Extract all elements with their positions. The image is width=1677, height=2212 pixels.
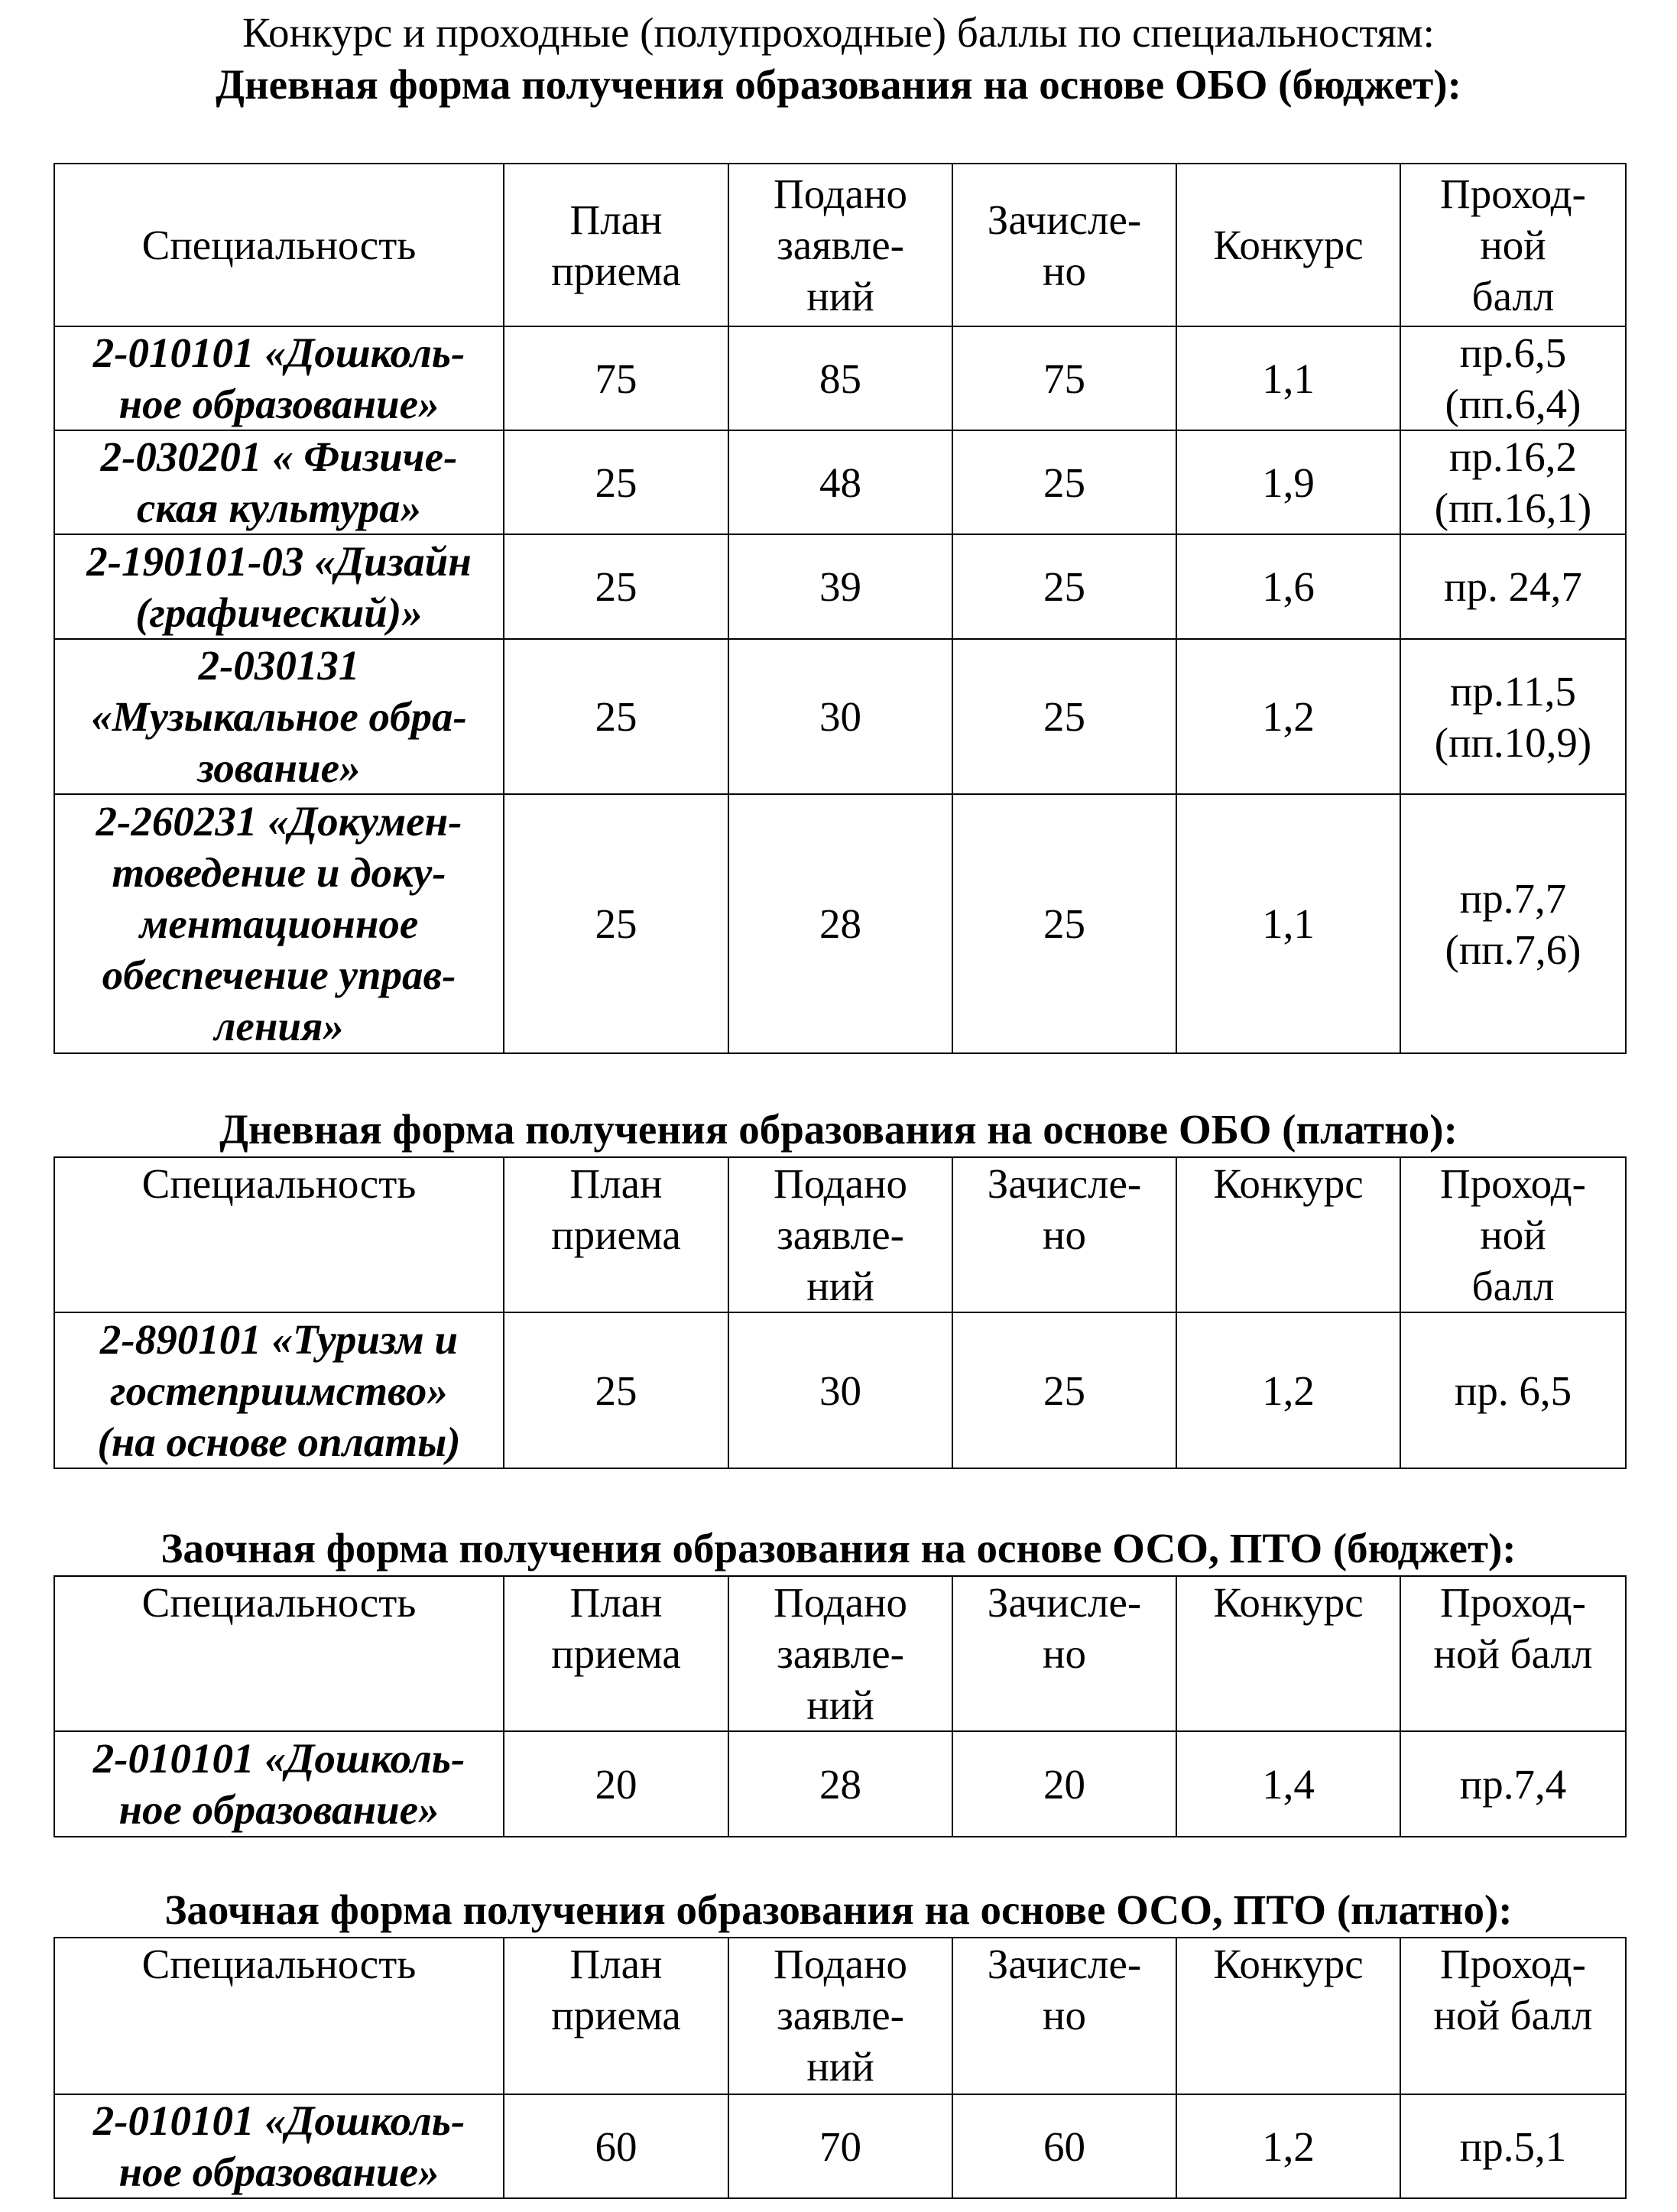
passing-score-cell: пр.11,5 (пп.10,9) <box>1400 639 1626 794</box>
passing-score-cell: пр.7,4 <box>1400 1731 1626 1837</box>
plan-cell: 25 <box>504 794 728 1053</box>
header-submitted: Подано заявле- ний <box>728 1576 952 1731</box>
header-specialty: Специальность <box>54 1576 504 1731</box>
table-day-budget <box>54 163 1627 1054</box>
competition-cell: 1,9 <box>1176 430 1400 534</box>
header-submitted: Подано заявле- ний <box>728 1938 952 2094</box>
plan-cell: 25 <box>504 1312 728 1468</box>
header-passing-score: Проход- ной балл <box>1400 1157 1626 1312</box>
table-row <box>54 794 1626 1053</box>
header-submitted: Подано заявле- ний <box>728 164 952 326</box>
header-plan: План приема <box>504 1938 728 2094</box>
table-header-row <box>54 1938 1626 2094</box>
submitted-cell: 30 <box>728 639 952 794</box>
submitted-cell: 48 <box>728 430 952 534</box>
specialty-cell: 2-010101 «Дошколь- ное образование» <box>54 2094 504 2198</box>
header-enrolled: Зачисле- но <box>952 1576 1176 1731</box>
table-row <box>54 1312 1626 1468</box>
header-specialty: Специальность <box>54 1938 504 2094</box>
submitted-cell: 39 <box>728 534 952 639</box>
competition-cell: 1,2 <box>1176 639 1400 794</box>
plan-cell: 75 <box>504 326 728 430</box>
section-title-day-budget: Дневная форма получения образования на основе ОБО (бюджет): <box>216 61 1461 108</box>
specialty-cell: 2-030131 «Музыкальное обра- зование» <box>54 639 504 794</box>
page-title: Конкурс и проходные (полупроходные) баллы по специальностям: <box>242 9 1435 56</box>
specialty-cell: 2-190101-03 «Дизайн (графический)» <box>54 534 504 639</box>
table-day-paid <box>54 1156 1627 1469</box>
competition-cell: 1,4 <box>1176 1731 1400 1837</box>
enrolled-cell: 25 <box>952 1312 1176 1468</box>
enrolled-cell: 25 <box>952 534 1176 639</box>
plan-cell: 25 <box>504 430 728 534</box>
specialty-cell: 2-010101 «Дошколь- ное образование» <box>54 326 504 430</box>
passing-score-cell: пр.6,5 (пп.6,4) <box>1400 326 1626 430</box>
section-title-day-paid: Дневная форма получения образования на основе ОБО (платно): <box>219 1106 1458 1153</box>
enrolled-cell: 75 <box>952 326 1176 430</box>
competition-cell: 1,2 <box>1176 2094 1400 2198</box>
competition-cell: 1,1 <box>1176 794 1400 1053</box>
table-row <box>54 639 1626 794</box>
header-passing-score: Проход- ной балл <box>1400 1576 1626 1731</box>
enrolled-cell: 60 <box>952 2094 1176 2198</box>
submitted-cell: 28 <box>728 1731 952 1837</box>
table-row <box>54 2094 1626 2198</box>
passing-score-cell: пр.16,2 (пп.16,1) <box>1400 430 1626 534</box>
specialty-cell: 2-260231 «Докумен- товедение и доку- ментационное обеспечение управ- ления» <box>54 794 504 1053</box>
specialty-cell: 2-010101 «Дошколь- ное образование» <box>54 1731 504 1837</box>
header-enrolled: Зачисле- но <box>952 1157 1176 1312</box>
passing-score-cell: пр.5,1 <box>1400 2094 1626 2198</box>
specialty-cell: 2-030201 « Физиче- ская культура» <box>54 430 504 534</box>
passing-score-cell: пр. 6,5 <box>1400 1312 1626 1468</box>
header-competition: Конкурс <box>1176 1576 1400 1731</box>
table-header-row <box>54 164 1626 326</box>
header-plan: План приема <box>504 164 728 326</box>
passing-score-cell: пр. 24,7 <box>1400 534 1626 639</box>
table-row <box>54 430 1626 534</box>
table-row <box>54 1731 1626 1837</box>
plan-cell: 25 <box>504 534 728 639</box>
header-enrolled: Зачисле- но <box>952 1938 1176 2094</box>
enrolled-cell: 25 <box>952 794 1176 1053</box>
header-competition: Конкурс <box>1176 1157 1400 1312</box>
header-specialty: Специальность <box>54 1157 504 1312</box>
plan-cell: 60 <box>504 2094 728 2198</box>
competition-cell: 1,2 <box>1176 1312 1400 1468</box>
competition-cell: 1,1 <box>1176 326 1400 430</box>
enrolled-cell: 20 <box>952 1731 1176 1837</box>
table-header-row <box>54 1576 1626 1731</box>
header-enrolled: Зачисле- но <box>952 164 1176 326</box>
header-passing-score: Проход- ной балл <box>1400 1938 1626 2094</box>
header-plan: План приема <box>504 1576 728 1731</box>
section-title-correspondence-paid: Заочная форма получения образования на основе ОСО, ПТО (платно): <box>164 1886 1513 1933</box>
header-passing-score: Проход- ной балл <box>1400 164 1626 326</box>
table-correspondence-paid <box>54 1937 1627 2199</box>
enrolled-cell: 25 <box>952 430 1176 534</box>
table-row <box>54 534 1626 639</box>
header-competition: Конкурс <box>1176 164 1400 326</box>
competition-cell: 1,6 <box>1176 534 1400 639</box>
passing-score-cell: пр.7,7 (пп.7,6) <box>1400 794 1626 1053</box>
table-header-row <box>54 1157 1626 1312</box>
enrolled-cell: 25 <box>952 639 1176 794</box>
specialty-cell: 2-890101 «Туризм и гостеприимство» (на основе оплаты) <box>54 1312 504 1468</box>
section-title-correspondence-budget: Заочная форма получения образования на основе ОСО, ПТО (бюджет): <box>161 1525 1516 1571</box>
table-row <box>54 326 1626 430</box>
header-plan: План приема <box>504 1157 728 1312</box>
table-correspondence-budget <box>54 1575 1627 1837</box>
submitted-cell: 28 <box>728 794 952 1053</box>
header-submitted: Подано заявле- ний <box>728 1157 952 1312</box>
header-competition: Конкурс <box>1176 1938 1400 2094</box>
submitted-cell: 85 <box>728 326 952 430</box>
plan-cell: 25 <box>504 639 728 794</box>
submitted-cell: 70 <box>728 2094 952 2198</box>
submitted-cell: 30 <box>728 1312 952 1468</box>
plan-cell: 20 <box>504 1731 728 1837</box>
header-specialty: Специальность <box>54 164 504 326</box>
